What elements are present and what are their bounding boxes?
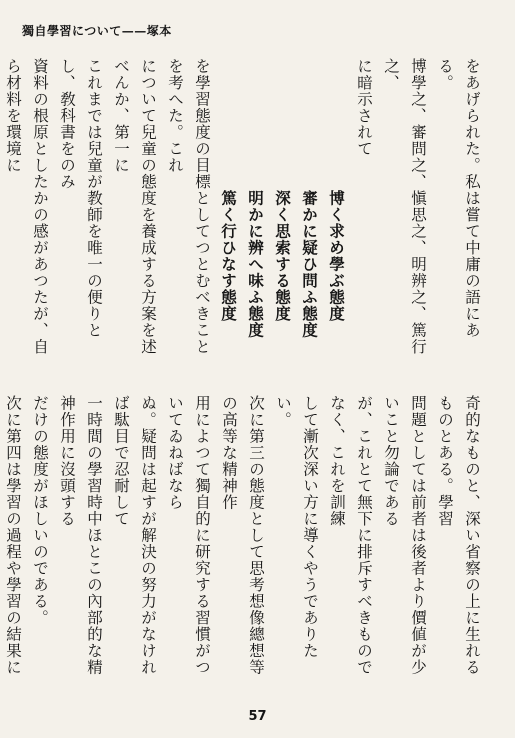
attitude-item-5: 篤く行ひなす態度 [219,189,238,322]
lower-text-block [0,395,485,690]
text-line: 用によつて獨自的に研究する習慣がついてゐねばなら [166,395,211,676]
text-line: を學習態度の目標としてつとむべきことを考へた。これ [166,58,211,355]
text-line: 資料の根原としたかの感があつたが、自ら材料を環境に [4,58,49,355]
attitude-item-4: 明かに辨へ味ふ態度 [246,189,265,339]
attitude-item-1: 博く求め學ぶ態度 [327,189,346,322]
text-line: について兒童の態度を養成する方案を述べんか、第一に [112,58,157,355]
text-line: して漸次深い方に導くやうでありたい。 [274,395,319,659]
text-line: 次に第四は學習の過程や學習の結果に [4,395,22,676]
text-line: ぬ。疑問は起すが解決の努力がなければ駄目で忍耐して [112,395,157,676]
text-line: 問題としては前者は後者より價値が少いこと勿論である [382,395,427,676]
text-line: だけの態度がほしいのである。 [31,395,49,626]
text-line: これまでは兒童が教師を唯一の便りとし、敎科書をのみ [58,58,103,339]
text-line: をあげられた。私は嘗て中庸の語にある。 [436,58,481,339]
page-number: 57 [248,709,267,724]
text-line: が、これとて無下に排斥すべきものでなく、これを訓練 [328,395,373,676]
attitude-item-3: 深く思索する態度 [273,189,292,322]
text-line: 博學之、審問之、愼思之、明辨之、篤行之、 [382,58,427,355]
text-line: に暗示されて [355,58,373,157]
text-line: 奇的なものと、深い省察の上に生れるものとある。學習 [436,395,481,676]
attitude-item-2: 審かに疑ひ問ふ態度 [300,189,319,339]
text-line: 次に第三の態度として思考想像總想等の高等な精神作 [220,395,265,676]
running-header: 獨自學習について——塚本 [22,24,172,38]
text-line: 一時間の學習時中ほとこの內部的な精神作用に沒頭する [58,395,103,676]
upper-text-block [0,58,485,358]
